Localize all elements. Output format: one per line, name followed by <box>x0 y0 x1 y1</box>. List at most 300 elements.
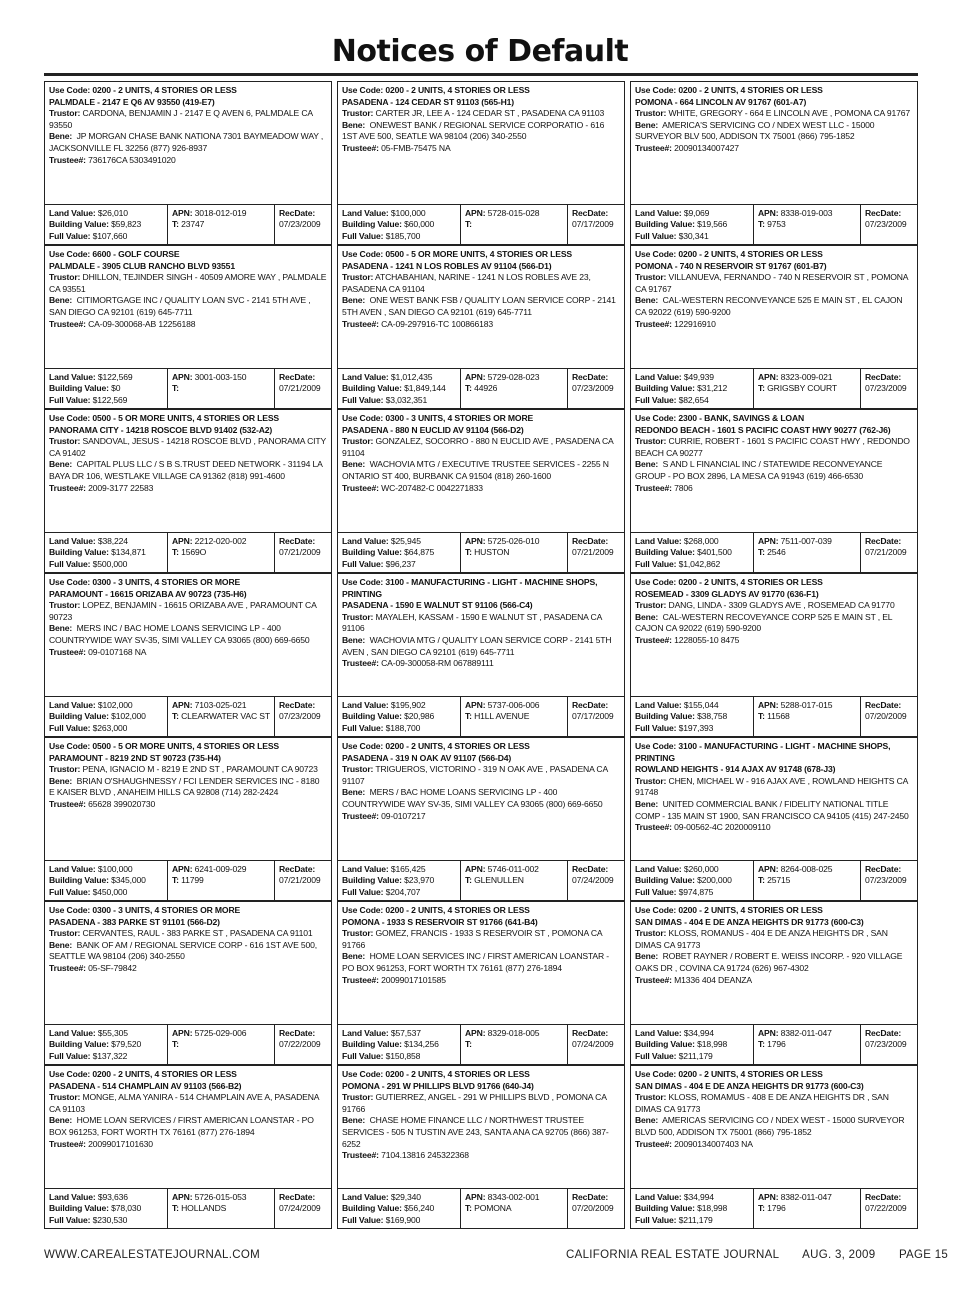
trustee-value: 2009-3177 22583 <box>88 482 154 493</box>
trustor-value: LOPEZ, BENJAMIN - 16615 ORIZABA AVE , PARAMOUNT CA 90723 <box>49 600 317 622</box>
apn-cell <box>753 861 860 901</box>
footer-url[interactable]: WWW.CAREALESTATEJOURNAL.COM <box>44 1249 260 1261</box>
recdate-label: RecDate: <box>865 864 902 874</box>
recdate-label: RecDate: <box>279 372 316 382</box>
trustor-value: GOMEZ, FRANCIS - 1933 S RESERVOIR ST , POMONA CA 91766 <box>342 928 602 950</box>
property-address: PASADENA - 124 CEDAR ST 91103 (565-H1) <box>342 96 514 107</box>
apn-label: APN: <box>758 864 779 874</box>
trustee-label: Trustee#: <box>342 810 379 821</box>
building-value: $59,823 <box>111 219 142 230</box>
notice-details <box>44 737 332 861</box>
t-value: H1LL AVENUE <box>474 711 530 722</box>
property-address: PANORAMA CITY - 14218 ROSCOE BLVD 91402 (532-A2) <box>49 424 273 435</box>
property-address: PASADENA - 880 N EUCLID AV 91104 (566-D2) <box>342 424 524 435</box>
land-value-label: Land Value: <box>49 372 96 382</box>
apn-label: APN: <box>172 864 193 874</box>
land-value: $26,010 <box>97 208 128 218</box>
property-address: PASADENA - 514 CHAMPLAIN AV 91103 (566-B2) <box>49 1080 242 1091</box>
use-code: Use Code: 0200 - 2 UNITS, 4 STORIES OR LESS <box>49 1069 237 1079</box>
building-value: $401,500 <box>697 547 732 558</box>
property-address: POMONA - 740 N RESERVOIR ST 91767 (601-B7) <box>635 260 827 271</box>
full-value: $1,042,862 <box>678 558 721 569</box>
trustee-label: Trustee#: <box>342 974 379 985</box>
trustor-value: SANDOVAL, JESUS - 14218 ROSCOE BLVD , PANORAMA CITY CA 91402 <box>49 436 326 458</box>
t-label: T: <box>172 1039 179 1050</box>
building-value: $19,566 <box>697 219 728 230</box>
full-value: $82,654 <box>678 394 709 405</box>
full-value: $150,858 <box>385 1050 421 1061</box>
footer-date: AUG. 3, 2009 <box>802 1249 876 1261</box>
notice-record <box>44 409 332 573</box>
building-value-label: Building Value: <box>49 1039 109 1050</box>
full-value: $974,875 <box>678 886 714 897</box>
trustee-line <box>342 319 620 331</box>
building-value-label: Building Value: <box>342 383 402 394</box>
building-value: $1,849,144 <box>404 383 446 394</box>
trustor-value: MAYALEH, KASSAM - 1590 E WALNUT ST , PASADENA CA 91106 <box>342 611 602 634</box>
full-value-label: Full Value: <box>49 1050 91 1061</box>
apn-label: APN: <box>465 700 486 710</box>
trustee-label: Trustee#: <box>49 318 86 329</box>
value-table <box>337 1025 625 1065</box>
apn-cell <box>167 697 274 737</box>
trustee-line <box>342 811 620 823</box>
value-cell <box>45 1189 167 1229</box>
notice-record <box>337 81 625 245</box>
property-address: PARAMOUNT - 16615 ORIZABA AV 90723 (735-H6) <box>49 588 247 599</box>
notice-details <box>337 1065 625 1189</box>
notice-details <box>630 245 918 369</box>
value-cell <box>338 697 460 737</box>
t-label: T: <box>758 547 765 558</box>
land-value-label: Land Value: <box>342 536 389 546</box>
trustee-label: Trustee#: <box>49 962 86 973</box>
building-value-label: Building Value: <box>635 219 695 230</box>
land-value-label: Land Value: <box>635 536 682 546</box>
trustee-label: Trustee#: <box>342 658 379 669</box>
value-cell <box>631 533 753 573</box>
recdate-label: RecDate: <box>572 1028 609 1038</box>
t-value: CLEARWATER VAC ST <box>181 711 270 722</box>
t-value: GLENULLEN <box>474 875 524 886</box>
trustor-line <box>49 272 327 295</box>
t-label: T: <box>465 1203 472 1214</box>
value-cell <box>338 369 460 409</box>
value-cell <box>45 369 167 409</box>
land-value: $9,069 <box>683 208 710 218</box>
full-value-label: Full Value: <box>635 886 677 897</box>
property-address: POMONA - 1933 S RESERVOIR ST 91766 (641-B4) <box>342 916 538 927</box>
value-cell <box>631 205 753 245</box>
full-value-label: Full Value: <box>342 394 384 405</box>
notice-details <box>44 81 332 205</box>
building-value: $200,000 <box>697 875 732 886</box>
trustor-line <box>49 1092 327 1115</box>
trustor-line <box>635 776 913 799</box>
trustee-label: Trustee#: <box>635 1138 672 1149</box>
notice-details <box>337 245 625 369</box>
value-table <box>630 861 918 901</box>
trustor-line <box>635 928 913 951</box>
property-address: SAN DIMAS - 404 E DE ANZA HEIGHTS DR 91773 (600-C3) <box>635 1080 864 1091</box>
bene-line <box>49 940 327 963</box>
building-value: $38,758 <box>697 711 728 722</box>
apn-value: 5729-028-023 <box>487 372 540 382</box>
trustor-line <box>342 612 620 635</box>
building-value: $60,000 <box>404 219 435 230</box>
full-value: $137,322 <box>92 1050 128 1061</box>
apn-label: APN: <box>465 536 486 546</box>
trustor-line <box>635 600 913 612</box>
t-label: T: <box>758 711 765 722</box>
use-code: Use Code: 0300 - 3 UNITS, 4 STORIES OR MORE <box>49 577 241 587</box>
footer-info <box>566 1249 948 1261</box>
apn-label: APN: <box>172 700 193 710</box>
apn-label: APN: <box>465 208 486 218</box>
value-cell <box>45 697 167 737</box>
value-table <box>630 697 918 737</box>
trustor-value: CHEN, MICHAEL W - 916 AJAX AVE , ROWLAND HEIGHTS CA 91748 <box>635 775 908 798</box>
bene-value: ONEWEST BANK / REGIONAL SERVICE CORPORATIO - 616 1ST AVE 500, SEATLE WA 98104 (206) 340-2550 <box>342 119 605 142</box>
building-value: $79,520 <box>111 1039 142 1050</box>
value-cell <box>338 1189 460 1229</box>
notice-details <box>630 901 918 1025</box>
apn-value: 5728-015-028 <box>487 208 540 218</box>
trustor-label: Trustor: <box>342 108 374 119</box>
recdate-cell <box>567 861 626 901</box>
recdate-value: 07/23/2009 <box>865 383 907 394</box>
t-label: T: <box>758 219 765 230</box>
trustor-label: Trustor: <box>635 775 667 786</box>
recdate-value: 07/24/2009 <box>572 1039 614 1050</box>
apn-value: 5726-015-053 <box>194 1192 247 1202</box>
property-address: PARAMOUNT - 8219 2ND ST 90723 (735-H4) <box>49 752 221 763</box>
land-value: $29,340 <box>390 1192 421 1202</box>
trustor-value: GUTIERREZ, ANGEL - 291 W PHILLIPS BLVD , POMONA CA 91766 <box>342 1092 607 1114</box>
full-value: $3,032,351 <box>385 394 428 405</box>
recdate-value: 07/24/2009 <box>279 1203 321 1214</box>
recdate-cell <box>274 861 333 901</box>
recdate-cell <box>860 1189 919 1229</box>
trustee-label: Trustee#: <box>635 142 672 153</box>
trustor-line <box>635 1092 913 1115</box>
building-value: $56,240 <box>404 1203 435 1214</box>
recdate-value: 07/21/2009 <box>865 547 907 558</box>
notice-details <box>630 737 918 861</box>
t-label: T: <box>465 711 472 722</box>
notice-record <box>44 901 332 1065</box>
trustee-line <box>49 799 327 811</box>
t-label: T: <box>465 875 472 886</box>
building-value: $134,871 <box>111 547 146 558</box>
use-code: Use Code: 6600 - GOLF COURSE <box>49 249 180 259</box>
notice-record <box>44 1065 332 1229</box>
bene-value: CHASE HOME FINANCE LLC / NORTHWEST TRUSTEE SERVICES - 505 N TUSTIN AVE 243, SANTA ANA CA 92705 (866) 387-6252 <box>342 1115 609 1149</box>
apn-label: APN: <box>172 1028 193 1038</box>
apn-label: APN: <box>758 700 779 710</box>
t-value: 2546 <box>767 547 786 558</box>
trustee-value: 20090134007403 NA <box>674 1138 753 1149</box>
t-label: T: <box>465 1039 472 1050</box>
full-value: $450,000 <box>92 886 128 897</box>
use-code: Use Code: 0200 - 2 UNITS, 4 STORIES OR LESS <box>635 85 823 95</box>
trustor-value: CERVANTES, RAUL - 383 PARKE ST , PASADENA CA 91101 <box>82 928 313 939</box>
trustor-label: Trustor: <box>49 108 81 119</box>
property-address: POMONA - 664 LINCOLN AV 91767 (601-A7) <box>635 96 807 107</box>
trustor-label: Trustor: <box>342 272 374 283</box>
trustee-line <box>635 483 913 495</box>
building-value-label: Building Value: <box>635 875 695 886</box>
trustee-label: Trustee#: <box>635 482 672 493</box>
apn-label: APN: <box>758 1028 779 1038</box>
apn-cell <box>167 1025 274 1065</box>
value-table <box>630 1189 918 1229</box>
apn-cell <box>460 1189 567 1229</box>
full-value-label: Full Value: <box>635 394 677 405</box>
t-label: T: <box>465 547 472 558</box>
title-rule <box>44 73 918 76</box>
apn-cell <box>460 697 567 737</box>
bene-label: Bene: <box>342 634 366 645</box>
trustee-value: 09-00562-4C 2020009110 <box>674 822 771 833</box>
value-table <box>630 533 918 573</box>
notice-record <box>44 81 332 245</box>
trustor-value: CARDONA, BENJAMIN J - 2147 E Q AVEN 6, PALMDALE CA 93550 <box>49 108 313 130</box>
trustee-value: 736176CA 5303491020 <box>88 154 176 165</box>
land-value: $102,000 <box>97 700 133 710</box>
recdate-cell <box>567 205 626 245</box>
value-cell <box>45 205 167 245</box>
trustor-value: ATCHABAHIAN, NARINE - 1241 N LOS ROBLES AVE 23, PASADENA CA 91104 <box>342 272 591 294</box>
full-value-label: Full Value: <box>342 558 384 569</box>
use-code: Use Code: 0300 - 3 UNITS, 4 STORIES OR MORE <box>342 413 534 423</box>
notice-record <box>630 409 918 573</box>
value-cell <box>45 1025 167 1065</box>
use-code: Use Code: 0200 - 2 UNITS, 4 STORIES OR LESS <box>342 741 530 751</box>
notice-record <box>337 245 625 409</box>
recdate-cell <box>860 861 919 901</box>
t-value: 1796 <box>767 1039 786 1050</box>
notice-details <box>337 737 625 861</box>
trustor-label: Trustor: <box>635 600 667 611</box>
land-value: $38,224 <box>97 536 128 546</box>
apn-cell <box>753 533 860 573</box>
property-address: PASADENA - 1241 N LOS ROBLES AV 91104 (566-D1) <box>342 260 552 271</box>
trustor-line <box>342 436 620 459</box>
bene-label: Bene: <box>342 951 366 962</box>
bene-label: Bene: <box>342 787 366 798</box>
notices-grid <box>44 81 918 1229</box>
trustee-line <box>49 319 327 331</box>
use-code: Use Code: 0200 - 2 UNITS, 4 STORIES OR LESS <box>635 905 823 915</box>
notice-record <box>44 245 332 409</box>
value-cell <box>631 369 753 409</box>
trustee-line <box>635 822 913 834</box>
apn-label: APN: <box>172 536 193 546</box>
bene-line <box>635 295 913 318</box>
building-value: $23,970 <box>404 875 435 886</box>
land-value: $260,000 <box>683 864 719 874</box>
trustor-line <box>49 436 327 459</box>
land-value: $57,537 <box>390 1028 421 1038</box>
full-value: $197,393 <box>678 722 714 733</box>
bene-line <box>49 1115 327 1138</box>
recdate-cell <box>567 1189 626 1229</box>
land-value: $195,902 <box>390 700 426 710</box>
full-value-label: Full Value: <box>49 886 91 897</box>
value-cell <box>45 861 167 901</box>
recdate-value: 07/22/2009 <box>279 1039 321 1050</box>
bene-line <box>342 1115 620 1150</box>
apn-cell <box>167 205 274 245</box>
trustee-label: Trustee#: <box>635 974 672 985</box>
recdate-value: 07/23/2009 <box>572 383 614 394</box>
recdate-label: RecDate: <box>279 700 316 710</box>
bene-label: Bene: <box>49 775 73 786</box>
bene-line <box>342 787 620 810</box>
t-label: T: <box>172 875 179 886</box>
full-value: $211,179 <box>678 1050 713 1061</box>
trustor-value: CARTER JR, LEE A - 124 CEDAR ST , PASADENA CA 91103 <box>375 108 605 119</box>
full-value: $211,179 <box>678 1214 713 1225</box>
apn-value: 2212-020-002 <box>194 536 247 546</box>
recdate-cell <box>567 533 626 573</box>
building-value-label: Building Value: <box>635 1039 695 1050</box>
notice-details <box>630 409 918 533</box>
trustee-line <box>342 975 620 987</box>
apn-cell <box>753 697 860 737</box>
building-value-label: Building Value: <box>49 711 109 722</box>
recdate-label: RecDate: <box>865 700 902 710</box>
trustor-label: Trustor: <box>635 1092 667 1103</box>
building-value: $345,000 <box>111 875 146 886</box>
building-value-label: Building Value: <box>342 219 402 230</box>
trustor-value: TRIGUEROS, VICTORINO - 319 N OAK AVE , PASADENA CA 91107 <box>342 764 608 786</box>
trustee-value: 05-SF-79842 <box>88 962 137 973</box>
bene-label: Bene: <box>635 611 659 622</box>
building-value: $102,000 <box>111 711 146 722</box>
value-table <box>44 1189 332 1229</box>
value-table <box>337 697 625 737</box>
apn-value: 8329-018-005 <box>487 1028 540 1038</box>
value-cell <box>338 861 460 901</box>
value-table <box>630 205 918 245</box>
recdate-label: RecDate: <box>572 1192 609 1202</box>
value-table <box>44 369 332 409</box>
t-value: 1569O <box>181 547 207 558</box>
building-value-label: Building Value: <box>342 875 402 886</box>
building-value-label: Building Value: <box>342 1203 402 1214</box>
bene-value: MERS / BAC HOME LOANS SERVICING LP - 400 COUNTRYWIDE WAY SV-35, SIMI VALLEY CA 93065 (800) 669-6650 <box>342 787 603 809</box>
property-address: PASADENA - 1590 E WALNUT ST 91106 (566-C4) <box>342 600 533 611</box>
value-table <box>337 861 625 901</box>
property-address: PALMDALE - 2147 E Q6 AV 93550 (419-E7) <box>49 96 215 107</box>
notice-details <box>44 901 332 1025</box>
recdate-value: 07/17/2009 <box>572 219 614 230</box>
trustee-label: Trustee#: <box>635 318 672 329</box>
value-cell <box>45 533 167 573</box>
recdate-value: 07/23/2009 <box>279 711 321 722</box>
trustor-label: Trustor: <box>342 928 374 939</box>
bene-line <box>342 120 620 143</box>
building-value: $0 <box>111 383 121 394</box>
trustee-line <box>342 143 620 155</box>
building-value: $64,875 <box>404 547 435 558</box>
apn-value: 8382-011-047 <box>780 1028 832 1038</box>
recdate-label: RecDate: <box>572 208 609 218</box>
apn-label: APN: <box>758 208 779 218</box>
bene-label: Bene: <box>49 623 73 634</box>
recdate-cell <box>274 1025 333 1065</box>
trustee-line <box>635 143 913 155</box>
t-value: HUSTON <box>474 547 510 558</box>
land-value-label: Land Value: <box>49 1192 96 1202</box>
bene-value: UNITED COMMERCIAL BANK / FIDELITY NATIONAL TITLE COMP - 135 MAIN ST 1900, SAN FRANCISCO CA 94105 (415) 247-2450 <box>635 798 909 821</box>
recdate-label: RecDate: <box>572 536 609 546</box>
trustor-value: VILLANUEVA, FERNANDO - 740 N RESERVOIR ST , POMONA CA 91767 <box>635 272 908 294</box>
land-value-label: Land Value: <box>635 864 682 874</box>
trustor-line <box>342 928 620 951</box>
bene-line <box>635 459 913 482</box>
trustor-value: PENA, IGNACIO M - 8219 E 2ND ST , PARAMOUNT CA 90723 <box>82 764 318 775</box>
building-value-label: Building Value: <box>342 547 402 558</box>
full-value: $96,237 <box>385 558 416 569</box>
trustee-value: 09-0107168 NA <box>88 646 147 657</box>
apn-value: 8264-008-025 <box>780 864 833 874</box>
trustee-value: 1228055-10 8475 <box>674 634 740 645</box>
trustor-label: Trustor: <box>49 928 81 939</box>
notice-record <box>44 573 332 737</box>
trustor-line <box>49 764 327 776</box>
apn-label: APN: <box>758 536 779 546</box>
value-cell <box>631 697 753 737</box>
t-label: T: <box>172 383 179 394</box>
notice-record <box>630 737 918 901</box>
full-value-label: Full Value: <box>342 230 384 241</box>
apn-cell <box>167 1189 274 1229</box>
recdate-value: 07/23/2009 <box>865 1039 907 1050</box>
land-value-label: Land Value: <box>635 208 682 218</box>
value-cell <box>338 533 460 573</box>
trustor-label: Trustor: <box>49 764 81 775</box>
t-value: 11799 <box>181 875 204 886</box>
land-value: $1,012,435 <box>390 372 433 382</box>
bene-line <box>49 776 327 799</box>
trustee-line <box>635 1139 913 1151</box>
trustee-line <box>342 1150 620 1162</box>
t-value: 9753 <box>767 219 786 230</box>
building-value: $31,212 <box>697 383 728 394</box>
trustor-value: KLOSS, ROMAMUS - 408 E DE ANZA HEIGHTS DR , SAN DIMAS CA 91773 <box>635 1092 889 1114</box>
notice-record <box>630 245 918 409</box>
property-address: ROSEMEAD - 3309 GLADYS AV 91770 (636-F1) <box>635 588 819 599</box>
trustee-label: Trustee#: <box>49 646 86 657</box>
trustee-label: Trustee#: <box>342 1150 379 1161</box>
notice-details <box>630 81 918 205</box>
apn-cell <box>167 861 274 901</box>
full-value: $188,700 <box>385 722 421 733</box>
value-table <box>630 369 918 409</box>
full-value: $230,530 <box>92 1214 128 1225</box>
bene-label: Bene: <box>342 1115 366 1126</box>
full-value-label: Full Value: <box>49 722 91 733</box>
recdate-value: 07/21/2009 <box>279 875 321 886</box>
apn-label: APN: <box>172 208 193 218</box>
bene-line <box>49 459 327 482</box>
bene-value: WACHOVIA MTG / QUALITY LOAN SERVICE CORP - 2141 5TH AVEN , SAN DIEGO CA 92101 (619) 645-7711 <box>342 634 612 657</box>
use-code: Use Code: 0200 - 2 UNITS, 4 STORIES OR LESS <box>342 85 530 95</box>
recdate-cell <box>860 533 919 573</box>
